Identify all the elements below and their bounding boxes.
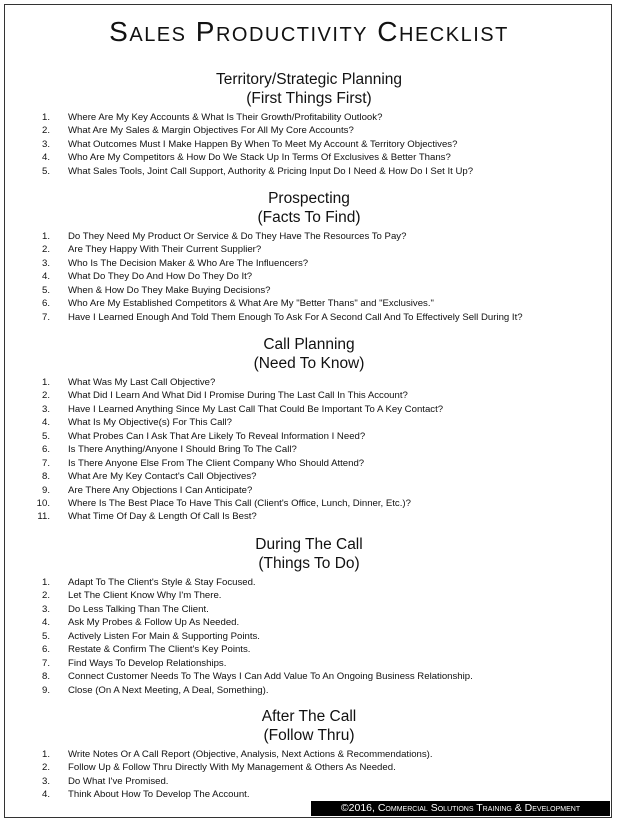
item-text: What Outcomes Must I Make Happen By When To Meet My Account & Territory Objectives?: [68, 138, 458, 150]
section-subheading: (First Things First): [246, 90, 372, 107]
item-number: 3.: [41, 257, 50, 269]
item-number: 9.: [41, 684, 50, 696]
item-text: Are There Any Objections I Can Anticipate?: [68, 484, 253, 496]
item-text: What Did I Learn And What Did I Promise During The Last Call In This Account?: [68, 390, 408, 402]
section-territory-planning: [0, 70, 618, 178]
list-item: [0, 616, 618, 629]
item-number: 3.: [41, 403, 50, 415]
list-item: [0, 443, 618, 456]
item-number: 3.: [41, 603, 50, 615]
list-item: [0, 761, 618, 774]
item-number: 4.: [41, 152, 50, 164]
item-text: Let The Client Know Why I'm There.: [68, 590, 222, 602]
list-item: [0, 138, 618, 151]
item-number: 1.: [41, 577, 50, 588]
section-subheading: (Things To Do): [258, 555, 360, 572]
list-item: [0, 484, 618, 497]
section-prospecting: [0, 189, 618, 324]
item-number: 4.: [41, 417, 50, 429]
item-number: 9.: [41, 484, 50, 496]
item-number: 1.: [41, 749, 50, 760]
list-item: [0, 430, 618, 443]
item-text: Write Notes Or A Call Report (Objective, Analysis, Next Actions & Recommendations).: [68, 749, 433, 760]
item-number: 8.: [41, 671, 50, 683]
item-text: What Was My Last Call Objective?: [68, 377, 216, 388]
item-text: What Are My Sales & Margin Objectives For All My Core Accounts?: [68, 125, 354, 137]
list-item: [0, 389, 618, 402]
section-heading: Call Planning: [263, 336, 355, 353]
list-item: [0, 470, 618, 483]
item-text: Is There Anything/Anyone I Should Bring To The Call?: [68, 444, 297, 456]
item-text: Where Is The Best Place To Have This Call (Client's Office, Lunch, Dinner, Etc.)?: [68, 497, 411, 509]
item-number: 4.: [41, 617, 50, 629]
item-number: 1.: [41, 231, 50, 242]
item-text: What Sales Tools, Joint Call Support, Authority & Pricing Input Do I Need & How Do I Set It Up?: [68, 165, 474, 177]
list-item: [0, 457, 618, 470]
item-text: What Do They Do And How Do They Do It?: [68, 271, 253, 283]
item-number: 10.: [36, 497, 50, 509]
list-item: [0, 311, 618, 324]
item-text: Follow Up & Follow Thru Directly With My Management & Others As Needed.: [68, 762, 396, 774]
item-number: 11.: [37, 511, 50, 523]
item-number: 6.: [41, 644, 50, 656]
item-text: Are They Happy With Their Current Supplier?: [68, 244, 262, 256]
section-heading: Territory/Strategic Planning: [215, 71, 403, 88]
item-number: 6.: [41, 298, 50, 310]
list-item: [0, 684, 618, 697]
list-item: [0, 576, 618, 589]
list-item: [0, 788, 618, 801]
item-number: 3.: [41, 775, 50, 787]
section-heading: Prospecting: [268, 190, 350, 207]
item-text: Restate & Confirm The Client's Key Points.: [68, 644, 251, 656]
item-text: Who Are My Established Competitors & What Are My "Better Thans" and "Exclusives.": [68, 298, 434, 310]
list-item: [0, 657, 618, 670]
checklist: [0, 376, 618, 524]
list-item: [0, 284, 618, 297]
list-item: [0, 603, 618, 616]
list-item: [0, 403, 618, 416]
list-item: [0, 243, 618, 256]
item-text: What Is My Objective(s) For This Call?: [68, 417, 233, 429]
list-item: [0, 630, 618, 643]
item-text: Is There Anyone Else From The Client Company Who Should Attend?: [68, 457, 365, 469]
checklist: [0, 230, 618, 324]
item-number: 6.: [41, 444, 50, 456]
item-text: Who Is The Decision Maker & Who Are The Influencers?: [68, 257, 309, 269]
checklist: [0, 576, 618, 697]
item-number: 2.: [41, 390, 50, 402]
checklist: [0, 111, 618, 178]
list-item: [0, 376, 618, 389]
list-item: [0, 670, 618, 683]
item-text: Do Less Talking Than The Client.: [68, 603, 209, 615]
item-number: 4.: [41, 789, 50, 801]
section-during-the-call: [0, 535, 618, 697]
item-text: Actively Listen For Main & Supporting Points.: [68, 630, 260, 642]
list-item: [0, 257, 618, 270]
section-subheading: (Follow Thru): [263, 727, 355, 744]
item-number: 2.: [41, 762, 50, 774]
item-text: When & How Do They Make Buying Decisions?: [68, 284, 271, 296]
item-number: 7.: [41, 311, 50, 323]
list-item: [0, 643, 618, 656]
checklist: [0, 748, 618, 802]
section-heading: During The Call: [255, 536, 363, 553]
list-item: [0, 270, 618, 283]
item-number: 4.: [41, 271, 50, 283]
item-number: 5.: [41, 165, 50, 177]
section-after-the-call: [0, 707, 618, 802]
item-text: Where Are My Key Accounts & What Is Their Growth/Profitability Outlook?: [68, 112, 383, 123]
list-item: [0, 297, 618, 310]
item-number: 8.: [41, 471, 50, 483]
list-item: [0, 151, 618, 164]
item-number: 5.: [41, 284, 50, 296]
item-number: 2.: [41, 125, 50, 137]
item-text: Connect Customer Needs To The Ways I Can Add Value To An Ongoing Business Relationship.: [68, 671, 473, 683]
item-number: 7.: [41, 657, 50, 669]
list-item: [0, 111, 618, 124]
list-item: [0, 230, 618, 243]
item-text: Find Ways To Develop Relationships.: [68, 657, 227, 669]
list-item: [0, 124, 618, 137]
item-text: Do What I've Promised.: [68, 775, 169, 787]
page-title: Sales Productivity Checklist: [109, 16, 509, 47]
item-text: What Time Of Day & Length Of Call Is Best?: [68, 511, 257, 523]
section-subheading: (Need To Know): [253, 355, 365, 372]
item-number: 5.: [41, 630, 50, 642]
item-text: Have I Learned Enough And Told Them Enough To Ask For A Second Call And To Effectively Sell During It?: [68, 311, 523, 323]
item-number: 1.: [41, 377, 50, 388]
item-text: Close (On A Next Meeting, A Deal, Something).: [68, 684, 269, 696]
list-item: [0, 775, 618, 788]
section-heading: After The Call: [261, 708, 357, 725]
item-number: 2.: [41, 590, 50, 602]
section-call-planning: [0, 335, 618, 524]
list-item: [0, 497, 618, 510]
section-subheading: (Facts To Find): [257, 209, 361, 226]
item-text: What Probes Can I Ask That Are Likely To Reveal Information I Need?: [68, 430, 366, 442]
list-item: [0, 748, 618, 761]
item-text: Who Are My Competitors & How Do We Stack Up In Terms Of Exclusives & Better Thans?: [68, 152, 451, 164]
list-item: [0, 510, 618, 523]
item-number: 1.: [41, 112, 50, 123]
copyright-banner: ©2016, Commercial Solutions Training & Development: [311, 801, 610, 816]
item-text: Have I Learned Anything Since My Last Call That Could Be Important To A Key Contact?: [68, 403, 444, 415]
item-number: 7.: [41, 457, 50, 469]
item-text: Adapt To The Client's Style & Stay Focused.: [68, 577, 256, 588]
item-number: 3.: [41, 138, 50, 150]
item-number: 5.: [41, 430, 50, 442]
item-text: Ask My Probes & Follow Up As Needed.: [68, 617, 240, 629]
list-item: [0, 165, 618, 178]
item-text: Do They Need My Product Or Service & Do They Have The Resources To Pay?: [68, 231, 407, 242]
item-text: Think About How To Develop The Account.: [68, 789, 250, 801]
item-text: What Are My Key Contact's Call Objectives?: [68, 471, 257, 483]
item-number: 2.: [41, 244, 50, 256]
list-item: [0, 416, 618, 429]
list-item: [0, 589, 618, 602]
